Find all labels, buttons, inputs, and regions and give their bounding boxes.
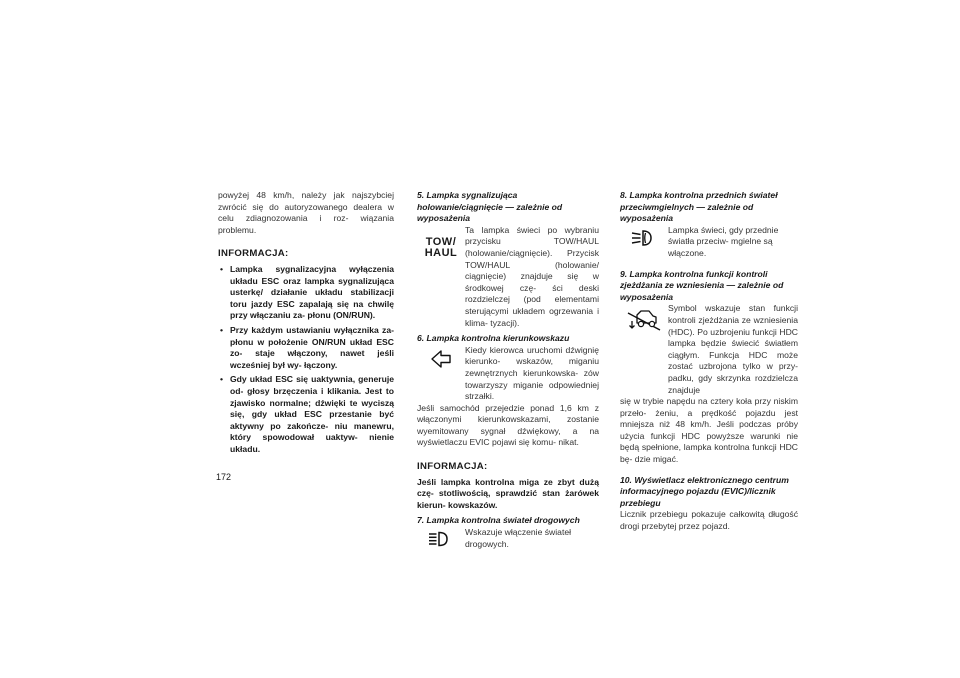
section-7 (417, 515, 599, 550)
section-9-text: Symbol wskazuje stan funkcji kontroli zjeżdżania ze wzniesienia (HDC). Po uzbrojeniu funkcji HDC lampka będzie świecić światłem ciągłym. Funkcja HDC może zostać uzbrojona tylko w przy- padku, gdy skrzynka rozdzielcza znajduje (668, 303, 798, 395)
section-6-heading: 6. Lampka kontrolna kierunkowskazu (417, 333, 570, 344)
haul-label: HAUL (424, 246, 458, 259)
column-middle (417, 190, 599, 550)
section-8-heading: 8. Lampka kontrolna przednich świateł przeciwmgielnych — zależnie od wyposażenia (620, 190, 778, 224)
section-7-text: Wskazuje włączenie świateł drogowych. (465, 527, 572, 549)
column-left (218, 190, 394, 458)
bullet-item: • Przy każdym ustawianiu wyłącznika za- płonu w położenie ON/RUN układ ESC zo- staje włączony, nawet jeśli wcześniej był wy- łączony. (218, 325, 394, 371)
tow-label: TOW/ (425, 235, 457, 248)
section-8 (620, 190, 798, 260)
section-10-text: Licznik przebiegu pokazuje całkowitą długość drogi przebytej przez pojazd. (620, 509, 798, 532)
bullet-item: • Gdy układ ESC się uaktywnia, generuje od- głosy brzęczenia i klikania. Jest to zjawisko normalne; dźwięki te wyciszą się, gdy układ ESC przestanie być aktywny po zakończe- niu manewru, który spowodował uaktyw- nienie układu. (218, 374, 394, 455)
section-6-text: Kiedy kierowca uruchomi dźwignię kierunko- wskazów, miganiu zewnętrznych kierunkowska- zów towarzyszy miganie odpowiedniej strzałki. (465, 344, 599, 402)
tow-haul-icon (417, 225, 465, 259)
section-9 (620, 269, 798, 466)
bullet-item: • Lampka sygnalizacyjna wyłączenia układu ESC oraz lampka sygnalizująca usterkę/ działanie układu stabilizacji toru jazdy ESC zapalają się na chwilę przy włączaniu za- płonu (ON/RUN). (218, 264, 394, 322)
info-heading-2: INFORMACJA: (417, 461, 488, 473)
section-9-heading: 9. Lampka kontrolna funkcji kontroli zjeżdżania ze wzniesienia — zależnie od wyposażenia (620, 268, 784, 302)
section-9-text-continued: się w trybie napędu na cztery koła przy niskim przeło- żeniu, a prędkość pojazdu jest mniejsza niż 48 km/h. Jeśli podczas próby użycia funkcji HDC powyższe warunki nie będą spełnione, lampka kontrolna funkcji HDC bę- dzie migać. (620, 396, 798, 465)
high-beam-icon (417, 527, 465, 547)
turn-signal-arrow-icon (417, 345, 465, 369)
section-5 (417, 190, 599, 329)
section-6-text-continued: Jeśli samochód przejedzie ponad 1,6 km z włączonymi kierunkowskazami, zostanie wyemitowany sygnał dźwiękowy, a na wyświetlaczu EVIC pojawi się komu- nikat. (417, 402, 599, 448)
info-heading-1: INFORMACJA: (218, 248, 289, 260)
intro-paragraph: powyżej 48 km/h, należy jak najszybciej zwrócić się do autoryzowanego dealera w celu zdiagnozowania i roz- wiązania problemu. (218, 190, 394, 235)
section-5-heading: 5. Lampka sygnalizująca holowanie/ciągnięcie — zależnie od wyposażenia (417, 190, 563, 224)
info-bullet-list (218, 264, 394, 456)
section-5-text: Ta lampka świeci po wybraniu przycisku TOW/HAUL (holowanie/ciągnięcie). Przycisk TOW/HAUL (holowanie/ ciągnięcie) znajduje się w środkowej czę- ści deski rozdzielczej (pod elementami sterującymi układem ogrzewania i klima- tyzacji). (465, 224, 599, 328)
hill-descent-control-icon (620, 303, 668, 333)
section-7-heading: 7. Lampka kontrolna świateł drogowych (417, 515, 580, 526)
section-8-text: Lampka świeci, gdy przednie światła przeciw- mgielne są włączone. (668, 224, 779, 258)
page-number: 172 (216, 472, 232, 482)
section-10-heading: 10. Wyświetlacz elektronicznego centrum informacyjnego pojazdu (EVIC)/licznik przebiegu (620, 474, 789, 508)
info-text-2: Jeśli lampka kontrolna miga ze zbyt dużą czę- stotliwością, sprawdzić stan żarówek kierun- kowskazów. (417, 476, 599, 510)
column-right (620, 190, 798, 533)
front-fog-light-icon (620, 225, 668, 247)
section-10 (620, 475, 798, 533)
section-6 (417, 333, 599, 449)
